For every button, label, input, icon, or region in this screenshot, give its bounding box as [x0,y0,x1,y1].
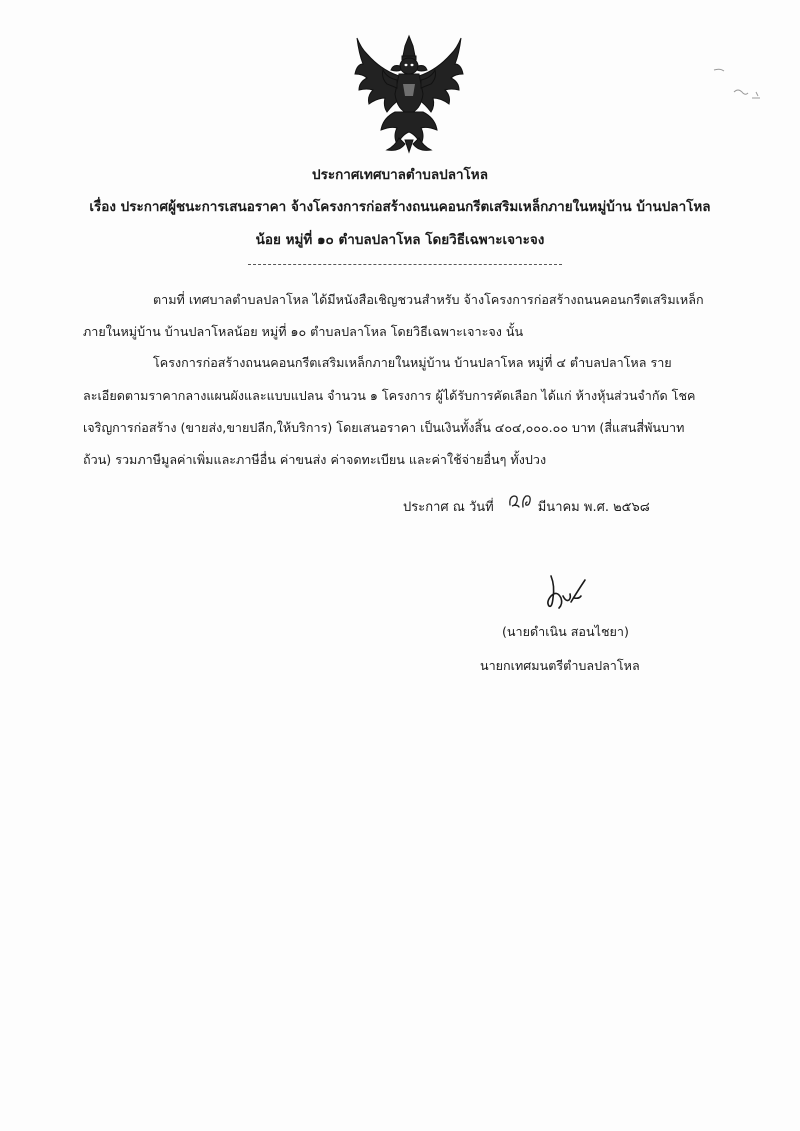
paragraph-1-line-1: ตามที่ เทศบาลตำบลปลาโหล ได้มีหนังสือเชิญชวนสำหรับ จ้างโครงการก่อสร้างถนนคอนกรีตเสริมเหล็ก [153,292,704,307]
paragraph-2-line-1: โครงการก่อสร้างถนนคอนกรีตเสริมเหล็กภายในหมู่บ้าน บ้านปลาโหล หมู่ที่ ๔ ตำบลปลาโหล ราย [153,355,672,370]
paragraph-1-line-2: ภายในหมู่บ้าน บ้านปลาโหลน้อย หมู่ที่ ๑๐ ตำบลปลาโหล โดยวิธีเฉพาะเจาะจง นั้น [83,324,524,339]
title-divider [248,264,562,265]
organization-title: ประกาศเทศบาลตำบลปลาโหล [312,167,488,183]
signer-position: นายกเทศมนตรีตำบลปลาโหล [480,658,640,673]
garuda-emblem-icon [353,34,465,154]
signer-name: (นายดำเนิน สอนไชยา) [502,624,629,639]
date-prefix: ประกาศ ณ วันที่ [403,500,494,515]
subject-line-2: น้อย หมู่ที่ ๑๐ ตำบลปลาโหล โดยวิธีเฉพาะเจาะจง [255,232,545,248]
paragraph-2-line-4: ถ้วน) รวมภาษีมูลค่าเพิ่มและภาษีอื่น ค่าขนส่ง ค่าจดทะเบียน และค่าใช้จ่ายอื่นๆ ทั้งปวง [83,452,547,467]
date-month-year: มีนาคม พ.ศ. ๒๕๖๘ [537,500,650,515]
paragraph-2-line-2: ละเอียดตามราคากลางแผนผังและแบบแปลน จำนวน ๑ โครงการ ผู้ได้รับการคัดเลือก ได้แก่ ห้างหุ้นส่วนจำกัด โชค [83,388,696,403]
paragraph-2-line-3: เจริญการก่อสร้าง (ขายส่ง,ขายปลีก,ให้บริการ) โดยเสนอราคา เป็นเงินทั้งสิ้น ๔๐๔,๐๐๐.๐๐ บาท (สี่แสนสี่พันบาท [83,420,685,435]
corner-scribble-icon [712,62,768,112]
subject-line-1: เรื่อง ประกาศผู้ชนะการเสนอราคา จ้างโครงการก่อสร้างถนนคอนกรีตเสริมเหล็กภายในหมู่บ้าน บ้านปลาโหล [89,199,711,215]
handwritten-day-icon [507,491,535,511]
handwritten-signature-icon [541,572,591,614]
